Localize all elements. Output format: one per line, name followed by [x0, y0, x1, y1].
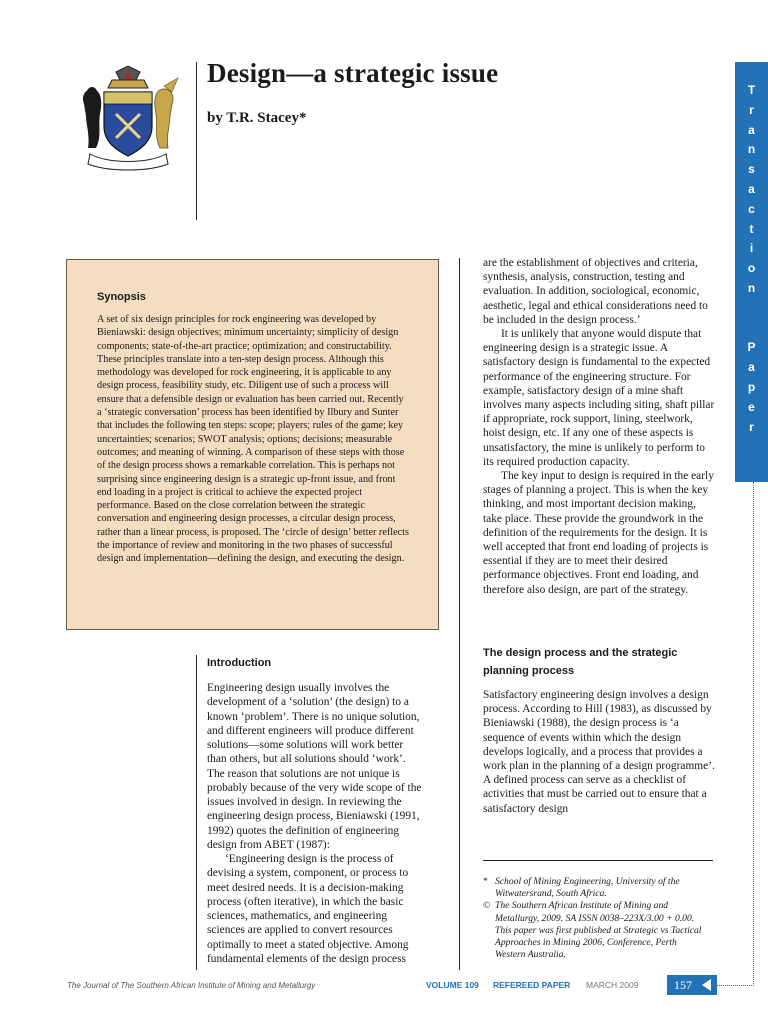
footnote-text: School of Mining Engineering, University of the Witwatersrand, South Africa.	[495, 876, 680, 900]
tab-letter: a	[748, 360, 755, 375]
footnote-mark: *	[483, 876, 488, 887]
body-paragraph: are the establishment of objectives and criteria, synthesis, analysis, construction, testing and evaluation. In addition, sociological, economic, aesthetic, legal and ethical considerations need to be included in the design process.’	[483, 257, 708, 326]
footnotes	[483, 876, 709, 961]
introduction-paragraph: Engineering design usually involves the development of a ‘solution’ (the design) to a known ‘problem’. There is no unique solution, and different engineers will produce different solutions—some solutions will work better than others, but all solutions should ‘work’. The reason that solutions are not unique is probably because of the very wide scope of the issues involved in design. In reviewing the engineering design process, Bieniawski (1991, 1992) quotes the definition of engineering design from ABET (1987):	[207, 682, 422, 851]
introduction-body	[207, 681, 423, 966]
footer-date: MARCH 2009	[586, 980, 639, 990]
page-number-box	[667, 975, 717, 995]
footer-dotted-guide	[717, 985, 754, 986]
body-paragraph: Satisfactory engineering design involves a design process. According to Hill (1983), as discussed by Bieniawski (1988), the design process is ‘a sequence of events within which the design develops logically, and a process that provides a work plan in the planning of a design programme’. A defined process can serve as a checklist of activities that must be carried out to ensure that a satisfactory design	[483, 689, 715, 815]
tab-letter: o	[747, 261, 756, 276]
article-title: Design—a strategic issue	[207, 58, 499, 88]
tab-letter: T	[747, 83, 756, 97]
footnote	[483, 900, 709, 961]
design-process-heading: The design process and the strategic planning process	[483, 647, 678, 677]
footer-journal-name: The Journal of The Southern African Institute of Mining and Metallurgy	[67, 981, 316, 990]
tab-letter: e	[748, 399, 755, 414]
footer-volume: VOLUME 109	[426, 980, 479, 990]
tab-letter: a	[748, 122, 755, 137]
middle-column-rule	[459, 258, 460, 970]
introduction-heading: Introduction	[207, 657, 272, 669]
tab-letter: p	[747, 379, 756, 394]
title-divider-rule	[196, 62, 197, 220]
tab-letter: n	[747, 280, 756, 295]
tab-letter: t	[749, 221, 754, 236]
institute-crest-logo	[72, 64, 184, 174]
footnote-rule	[483, 860, 713, 861]
transaction-paper-tab	[735, 62, 768, 482]
tab-letter: c	[748, 201, 755, 216]
tab-letter: a	[748, 181, 755, 196]
synopsis-body: A set of six design principles for rock engineering was developed by Bieniawski: design objectives; minimum uncertainty; simplicity of design components; state-of-the-art practice; optimization; and constructability. These principles translate into a ten-step design process. Although this methodology was developed for rock engineering, it is applicable to any design process, feasibility study, etc. Diligent use of such a process will ensure that a defensible design or evaluation has been carried out. Recently a ‘strategic conversation’ process has been identified by Ilbury and Sunter that includes the following ten steps: scope; players; rules of the game; key uncertainties; scenarios; SWOT analysis; options; decisions; measurable outcomes; and meaning of winning. A comparison of these steps with those of the design process shows a remarkable correlation. This is perhaps not surprising since engineering design is a strategic up-front issue, and front end loading in a project is critical to achieve the expected project performance. Based on the close correlation between the strategic conversation and engineering design processes, a circular design process, rather than a linear process, is proposed. The ‘circle of design’ better reflects the importance of review and monitoring in the two phases of successful design and implementation—defining the design, and executing the design.	[97, 314, 409, 565]
footnote-text: The Southern African Institute of Mining and Metallurgy, 2009. SA ISSN 0038–223X/3.00 + 0.00. This paper was first published at Strategic vs Tactical Approaches in Mining 2006, Conference, Perth Western Australia.	[495, 900, 702, 961]
tab-letter	[735, 299, 768, 319]
tab-letter: i	[749, 241, 754, 256]
tab-letter: s	[748, 162, 755, 177]
introduction-paragraph: ‘Engineering design is the process of devising a system, component, or process to meet desired needs. It is a decision-making process (often iterative), in which the basic sciences, mathematics, and engineering sciences are applied to convert resources optimally to meet a stated objective. Among fundamental elements of the design process	[207, 853, 409, 965]
tab-letter: n	[747, 142, 756, 157]
left-arrow-icon	[702, 979, 711, 991]
tab-letter: P	[747, 340, 756, 355]
right-column-body	[483, 256, 715, 597]
page-number: 157	[674, 978, 692, 992]
body-paragraph: It is unlikely that anyone would dispute that engineering design is a strategic issue. A satisfactory design is fundamental to the expected performance of the engineering structure. For example, satisfactory design of a mine shaft involves many aspects including siting, shaft pillar if appropriate, rock support, lining, steelwork, hoist design, etc. If any one of these aspects is unsatisfactory, the mine is unlikely to perform to its required production capacity.	[483, 328, 715, 468]
synopsis-heading: Synopsis	[97, 291, 146, 303]
tab-letter	[735, 319, 768, 339]
footnote	[483, 876, 709, 900]
tab-dotted-guide	[753, 482, 754, 986]
footnote-mark: ©	[483, 900, 491, 912]
article-byline: by T.R. Stacey*	[207, 110, 307, 126]
tab-letter: r	[749, 102, 754, 117]
footer-paper-type: REFEREED PAPER	[493, 980, 571, 990]
tab-letters	[735, 81, 768, 437]
left-column-rule	[196, 655, 197, 970]
tab-letter: r	[749, 419, 754, 434]
body-paragraph: The key input to design is required in the early stages of planning a project. This is when the key thinking, and most important decision making, take place. These provide the groundwork in the definition of the requirements for the design. It is well accepted that front end loading of projects is essential if they are to meet their desired performance objectives. Front end loading, and therefore also design, are part of the strategy.	[483, 470, 714, 596]
